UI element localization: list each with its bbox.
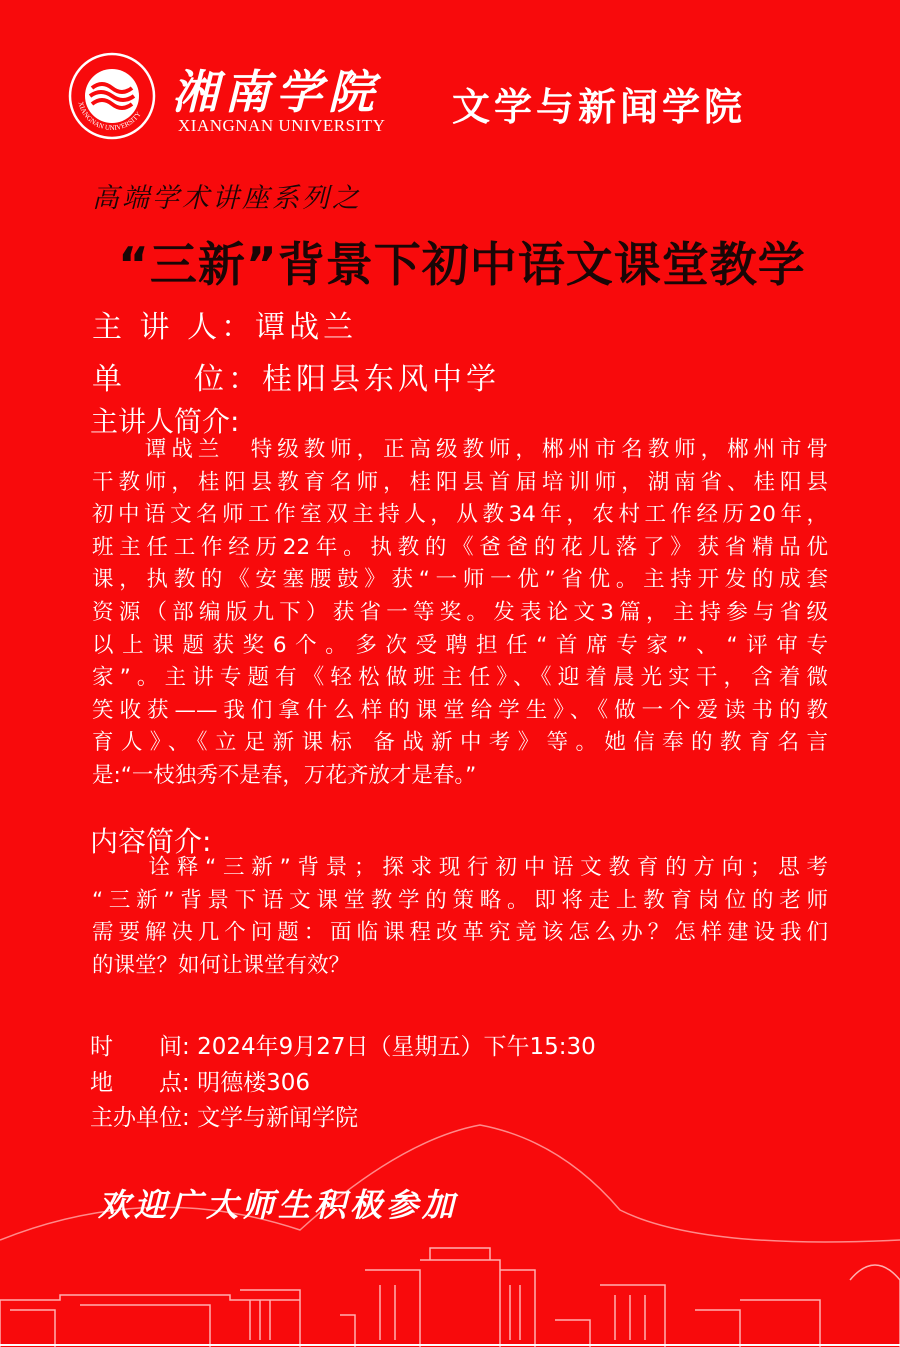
content-paragraph: [92, 852, 828, 982]
welcome-slogan: 欢迎广大师生积极参加: [98, 1186, 459, 1224]
unit-row: [92, 354, 500, 398]
speaker-row: [92, 302, 357, 346]
bio-line: 笑收获——我们拿什么样的课堂给学生》、《做一个爱读书的教: [92, 697, 828, 723]
bio-line: 班主任工作经历22年。执教的《爸爸的花儿落了》获省精品优: [92, 534, 828, 560]
bio-line: 初中语文名师工作室双主持人，从教34年，农村工作经历20年，: [92, 502, 828, 528]
host-label: 主办单位:: [90, 1105, 190, 1131]
logo-ring-text: XIANGNAN UNIVERSITY: [76, 100, 143, 133]
lecture-title: “三新”背景下初中语文课堂教学: [118, 238, 806, 293]
campus-skyline-illustration: [0, 1120, 900, 1347]
host-value: 文学与新闻学院: [197, 1105, 359, 1131]
speaker-label: 主 讲 人：: [92, 310, 256, 345]
university-logo: [68, 52, 156, 140]
bio-paragraph: [92, 434, 828, 793]
bio-line: 干教师，桂阳县教育名师，桂阳县首届培训师，湖南省、桂阳县: [92, 469, 828, 495]
content-line: 需要解决几个问题：面临课程改革究竟该怎么办？怎样建设我们: [92, 920, 828, 946]
speaker-name: 谭战兰: [255, 310, 358, 345]
university-name-en: XIANGNAN UNIVERSITY: [178, 116, 386, 135]
unit-name: 桂阳县东风中学: [262, 362, 500, 397]
place-label: 地 点:: [90, 1069, 190, 1096]
place-row: [90, 1066, 596, 1102]
lecture-series: 高端学术讲座系列之: [92, 183, 362, 214]
unit-label: 单 位：: [92, 362, 262, 397]
college-name: 文学与新闻学院: [452, 84, 747, 129]
place-value: 明德楼306: [197, 1069, 310, 1096]
bio-line: 课，执教的《安塞腰鼓》获“一师一优”省优。主持开发的成套: [92, 567, 828, 593]
bio-line: 家”。主讲专题有《轻松做班主任》、《迎着晨光实干，含着微: [92, 665, 828, 691]
bio-line: 资源（部编版九下）获省一等奖。发表论文3篇，主持参与省级: [92, 599, 828, 625]
bio-line: 谭战兰 特级教师，正高级教师，郴州市名教师，郴州市骨: [92, 437, 828, 462]
time-value: 2024年9月27日（星期五）下午15:30: [197, 1034, 596, 1060]
content-heading: 内容简介:: [90, 825, 212, 858]
university-name-cn: 湘南学院: [172, 65, 380, 119]
content-line: 诠释“三新”背景；探求现行初中语文教育的方向；思考: [92, 855, 828, 880]
bio-line: 育人》、《立足新课标 备战新中考》等。她信奉的教育名言: [92, 730, 828, 756]
bio-line: 是:“一枝独秀不是春，万花齐放才是春。”: [92, 762, 477, 788]
time-label: 时 间:: [90, 1034, 190, 1060]
time-row: [90, 1030, 596, 1066]
bio-line: 以上课题获奖6个。多次受聘担任“首席专家”、“评审专: [92, 632, 828, 658]
content-line: “三新”背景下语文课堂教学的策略。即将走上教育岗位的老师: [92, 887, 828, 913]
content-line: 的课堂？如何让课堂有效？: [92, 952, 351, 978]
bio-heading: 主讲人简介:: [90, 405, 240, 438]
